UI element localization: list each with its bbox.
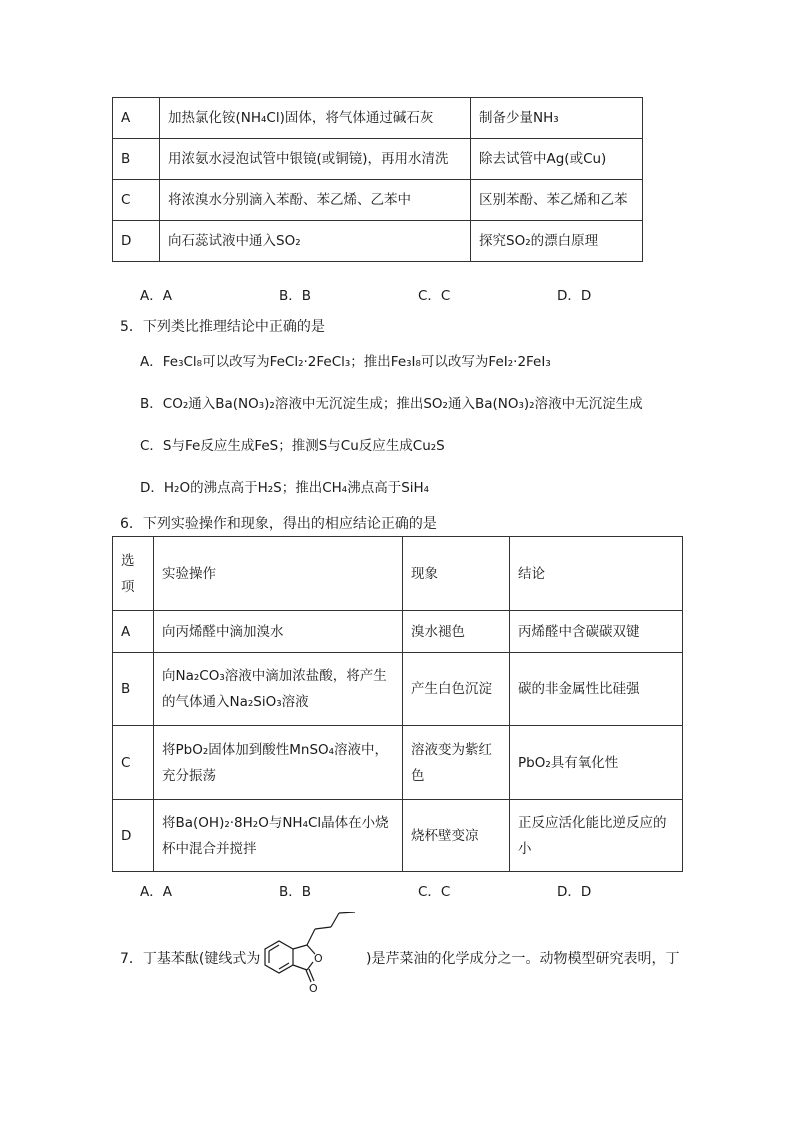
row-label: A xyxy=(113,611,154,653)
row-label: D xyxy=(113,800,154,872)
phenomenon-cell: 溶液变为紫红色 xyxy=(403,726,510,800)
table-row xyxy=(113,611,683,653)
option-b[interactable]: B．B xyxy=(279,288,312,304)
row-label: B xyxy=(113,139,160,180)
header-phenomenon: 现象 xyxy=(403,537,510,611)
option-c[interactable]: C．C xyxy=(418,288,451,304)
q5-choice-c[interactable]: C．S与Fe反应生成FeS；推测S与Cu反应生成Cu₂S xyxy=(140,438,445,454)
q4-table xyxy=(112,97,643,262)
row-label: D xyxy=(113,221,160,262)
q5-choice-d[interactable]: D．H₂O的沸点高于H₂S；推出CH₄沸点高于SiH₄ xyxy=(140,480,430,496)
q6-options xyxy=(140,880,696,900)
operation-cell: 将PbO₂固体加到酸性MnSO₄溶液中，充分振荡 xyxy=(154,726,403,800)
header-conclusion: 结论 xyxy=(510,537,683,611)
phenomenon-cell: 溴水褪色 xyxy=(403,611,510,653)
operation-cell: 将浓溴水分别滴入苯酚、苯乙烯、乙苯中 xyxy=(160,180,471,221)
q6-stem: 6．下列实验操作和现象，得出的相应结论正确的是 xyxy=(120,516,437,532)
option-a[interactable]: A．A xyxy=(140,288,172,304)
operation-cell: 加热氯化铵(NH₄Cl)固体，将气体通过碱石灰 xyxy=(160,98,471,139)
header-operation: 实验操作 xyxy=(154,537,403,611)
q6-table xyxy=(112,536,683,872)
conclusion-cell: PbO₂具有氧化性 xyxy=(510,726,683,800)
phenomenon-cell: 烧杯壁变凉 xyxy=(403,800,510,872)
ring-oxygen-label: O xyxy=(314,952,323,965)
carbonyl-oxygen-label: O xyxy=(309,982,318,995)
operation-cell: 将Ba(OH)₂·8H₂O与NH₄Cl晶体在小烧杯中混合并搅拌 xyxy=(154,800,403,872)
q4-options xyxy=(140,284,696,304)
row-label: C xyxy=(113,180,160,221)
table-row xyxy=(113,180,643,221)
conclusion-cell: 正反应活化能比逆反应的小 xyxy=(510,800,683,872)
option-c[interactable]: C．C xyxy=(418,884,451,900)
row-label: B xyxy=(113,653,154,726)
purpose-cell: 制备少量NH₃ xyxy=(471,98,643,139)
row-label: C xyxy=(113,726,154,800)
purpose-cell: 区别苯酚、苯乙烯和乙苯 xyxy=(471,180,643,221)
operation-cell: 向Na₂CO₃溶液中滴加浓盐酸，将产生的气体通入Na₂SiO₃溶液 xyxy=(154,653,403,726)
q5-choice-a[interactable]: A．Fe₃Cl₈可以改写为FeCl₂·2FeCl₃；推出Fe₃I₈可以改写为FeI₂·2FeI₃ xyxy=(140,354,551,370)
operation-cell: 用浓氨水浸泡试管中银镜(或铜镜)，再用水清洗 xyxy=(160,139,471,180)
table-row xyxy=(113,98,643,139)
operation-cell: 向石蕊试液中通入SO₂ xyxy=(160,221,471,262)
q5-choice-b[interactable]: B．CO₂通入Ba(NO₃)₂溶液中无沉淀生成；推出SO₂通入Ba(NO₃)₂溶液中无沉淀生成 xyxy=(140,396,643,412)
table-row xyxy=(113,221,643,262)
option-b[interactable]: B．B xyxy=(279,884,312,900)
table-row xyxy=(113,800,683,872)
option-d[interactable]: D．D xyxy=(557,288,592,304)
conclusion-cell: 碳的非金属性比硅强 xyxy=(510,653,683,726)
table-row xyxy=(113,726,683,800)
butylphthalide-structure-icon xyxy=(257,912,362,998)
row-label: A xyxy=(113,98,160,139)
table-row xyxy=(113,653,683,726)
conclusion-cell: 丙烯醛中含碳碳双键 xyxy=(510,611,683,653)
phenomenon-cell: 产生白色沉淀 xyxy=(403,653,510,726)
table-header-row xyxy=(113,537,683,611)
purpose-cell: 探究SO₂的漂白原理 xyxy=(471,221,643,262)
q7-suffix: )是芹菜油的化学成分之一。动物模型研究表明，丁 xyxy=(366,951,680,967)
purpose-cell: 除去试管中Ag(或Cu) xyxy=(471,139,643,180)
q7-prefix: 7．丁基苯酞(键线式为 xyxy=(120,951,261,967)
q5-stem: 5．下列类比推理结论中正确的是 xyxy=(120,319,325,335)
operation-cell: 向丙烯醛中滴加溴水 xyxy=(154,611,403,653)
header-option: 选 项 xyxy=(113,537,154,611)
table-row xyxy=(113,139,643,180)
option-a[interactable]: A．A xyxy=(140,884,172,900)
option-d[interactable]: D．D xyxy=(557,884,592,900)
